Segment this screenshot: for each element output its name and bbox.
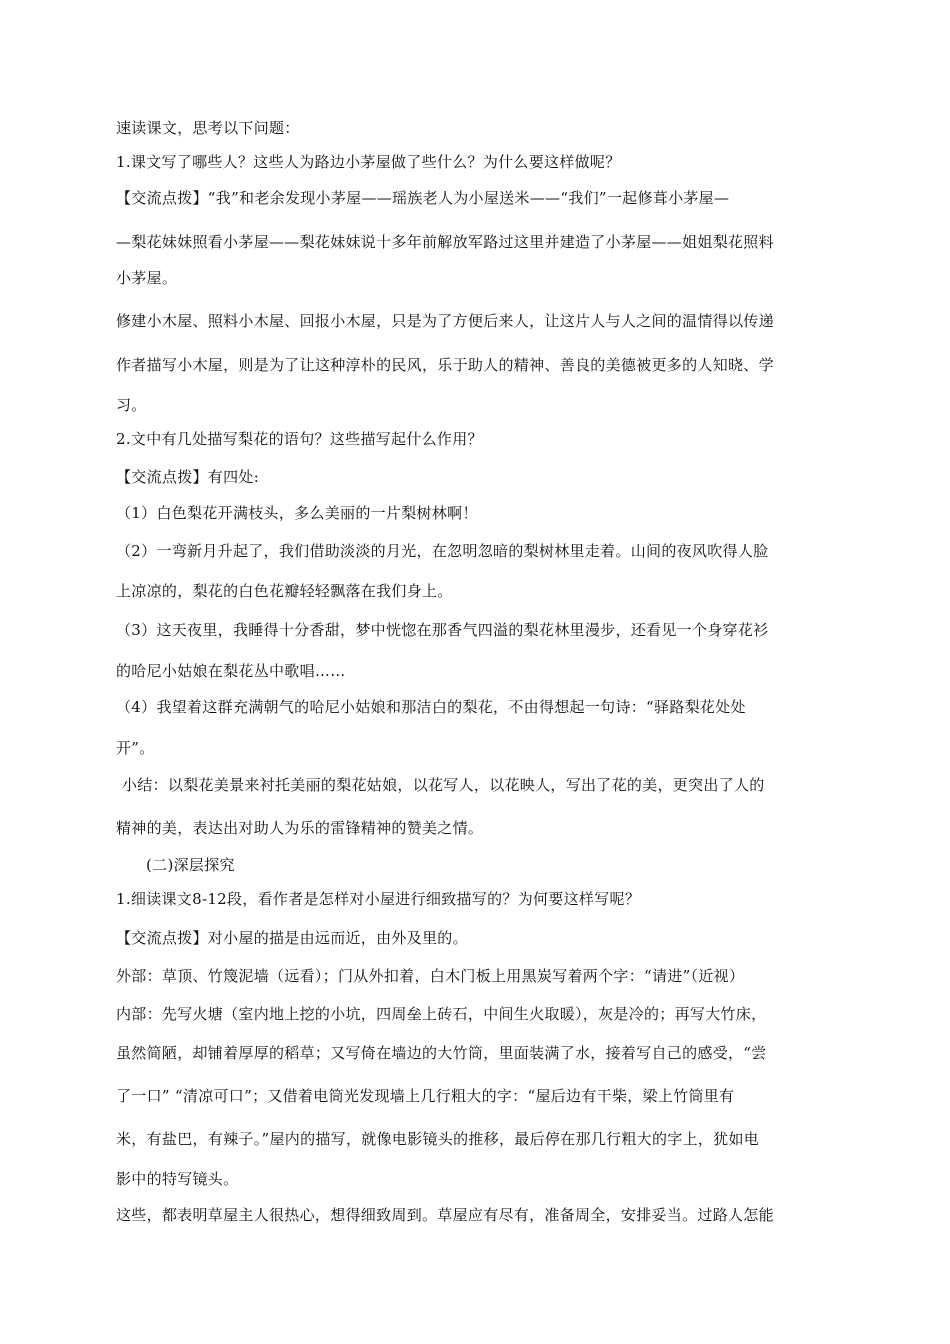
list-item: （1）白色梨花开满枝头，多么美丽的一片梨树林啊！ [116,504,478,522]
text-line: 开”。 [116,739,155,757]
text-line: 这些，都表明草屋主人很热心，想得细致周到。草屋应有尽有，准备周全，安排妥当。过路人怎能 [116,1206,774,1224]
text-line: 修建小木屋、照料小木屋、回报小木屋，只是为了方便后来人，让这片人与人之间的温情得以传递 [116,312,774,330]
text-line: 作者描写小木屋，则是为了让这种淳朴的民风，乐于助人的精神、善良的美德被更多的人知晓、学 [116,356,774,374]
list-item: （3）这天夜里，我睡得十分香甜，梦中恍惚在那香气四溢的梨花林里漫步，还看见一个身穿花衫 [116,621,769,639]
text-line: 速读课文，思考以下问题： [116,119,300,137]
list-item: （2）一弯新月升起了，我们借助淡淡的月光，在忽明忽暗的梨树林里走着。山间的夜风吹得人脸 [116,542,769,560]
text-line: 的哈尼小姑娘在梨花丛中歌唱…… [116,662,346,680]
text-line: 影中的特写镜头。 [116,1170,239,1188]
text-line: 【交流点拨】对小屋的描是由远而近，由外及里的。 [116,929,468,947]
summary: 小结：以梨花美景来衬托美丽的梨花姑娘，以花写人，以花映人，写出了花的美，更突出了人的 [122,776,765,794]
text-line: 小茅屋。 [116,269,178,287]
text-line: 虽然简陋，却铺着厚厚的稻草；又写倚在墙边的大竹筒，里面装满了水，接着写自己的感受，“尝 [116,1044,767,1062]
question-2: 2.文中有几处描写梨花的语句？这些描写起什么作用？ [116,430,483,448]
text-line: 上凉凉的，梨花的白色花瓣轻轻飘落在我们身上。 [116,582,453,600]
text-line: 外部：草顶、竹篾泥墙（远看）；门从外扣着，白木门板上用黑炭写着两个字：“请进”（近视） [116,967,745,985]
question-1: 1.细读课文8-12段，看作者是怎样对小屋进行细致描写的？为何要这样写呢？ [116,890,641,908]
list-item: （4）我望着这群充满朝气的哈尼小姑娘和那洁白的梨花，不由得想起一句诗：“驿路梨花处处 [116,698,746,716]
text-line: 习。 [116,396,147,414]
question-1: 1.课文写了哪些人？这些人为路边小茅屋做了些什么？为什么要这样做呢？ [116,153,621,171]
text-line: 内部：先写火塘（室内地上挖的小坑，四周垒上砖石，中间生火取暖），灰是冷的；再写大竹床， [116,1005,767,1023]
text-line: 了一口” “清凉可口”；又借着电筒光发现墙上几行粗大的字：“屋后边有干柴，梁上竹筒里有 [116,1087,735,1105]
section-heading: (二)深层探究 [146,856,235,874]
text-line: 米，有盐巴，有辣子。”屋内的描写，就像电影镜头的推移，最后停在那几行粗大的字上，犹如电 [116,1130,760,1148]
text-line: —梨花妹妹照看小茅屋——梨花妹妹说十多年前解放军路过这里并建造了小茅屋——姐姐梨花照料 [116,233,774,251]
text-line: 【交流点拨】有四处: [116,468,260,486]
text-line: 精神的美，表达出对助人为乐的雷锋精神的赞美之情。 [116,819,484,837]
text-line: 【交流点拨】“我”和老余发现小茅屋——瑶族老人为小屋送米——“我们”一起修葺小茅屋— [116,189,730,207]
